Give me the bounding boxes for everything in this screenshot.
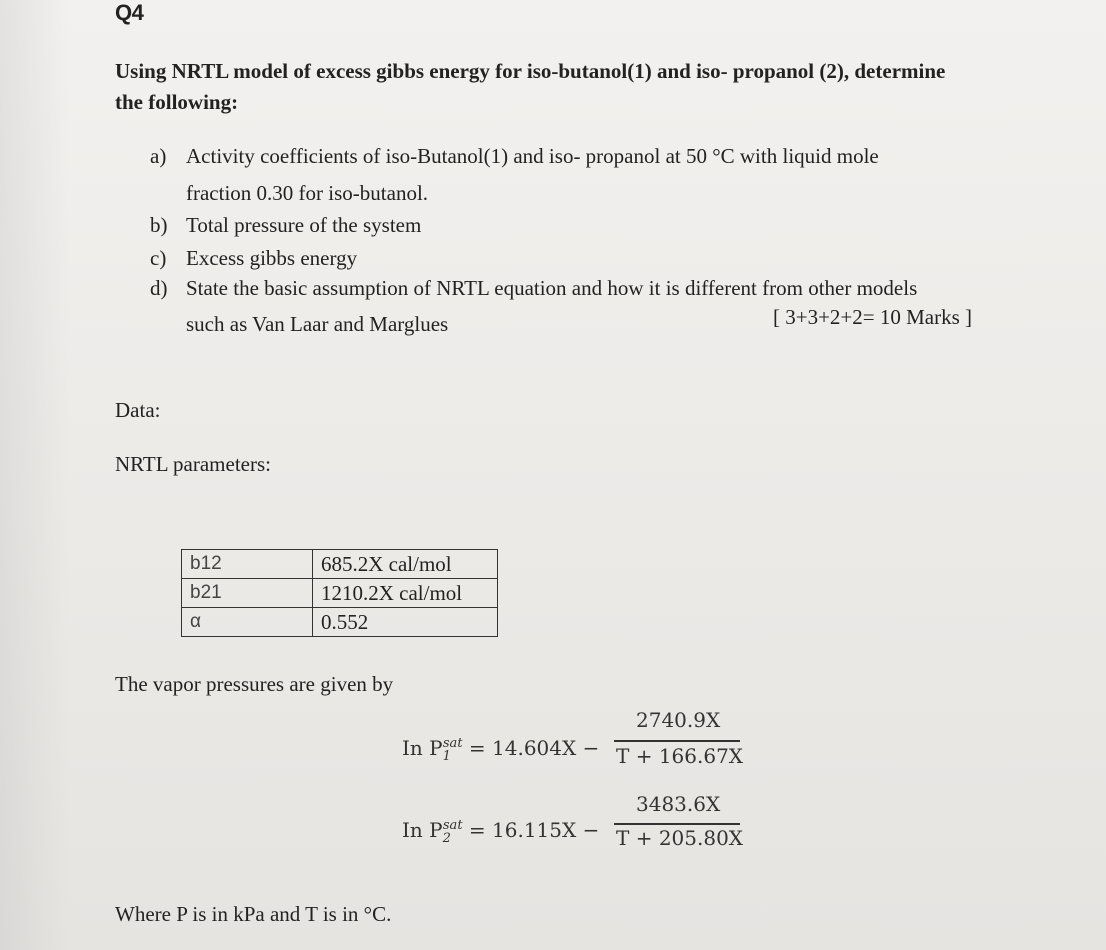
equation-constant: = 16.115X − xyxy=(468,818,600,842)
equation-superscript: sat xyxy=(442,818,463,834)
item-d-letter: d) xyxy=(150,276,168,300)
param-value: 1210.2X cal/mol xyxy=(313,579,498,608)
item-b-text: Total pressure of the system xyxy=(186,213,422,237)
equation-1-fraction-bar xyxy=(614,740,740,742)
question-number: Q4 xyxy=(115,0,144,25)
equation-2-lhs xyxy=(402,818,599,846)
equation-constant: = 14.604X − xyxy=(468,736,600,760)
page-shadow xyxy=(0,0,70,950)
equation-ln: In P xyxy=(402,736,443,760)
equation-2-denominator: T + 205.80X xyxy=(616,826,744,850)
table-row xyxy=(182,579,498,608)
equation-1-lhs xyxy=(402,736,599,764)
vapor-pressure-intro: The vapor pressures are given by xyxy=(115,672,394,696)
equation-ln: In P xyxy=(402,818,443,842)
intro-line-1: Using NRTL model of excess gibbs energy for iso-butanol(1) and iso- propanol (2), determine xyxy=(115,59,946,83)
item-a-text-line-1: Activity coefficients of iso-Butanol(1) and iso- propanol at 50 °C with liquid mole xyxy=(186,144,879,168)
equation-1-numerator: 2740.9X xyxy=(636,708,721,732)
item-a-letter: a) xyxy=(150,144,167,168)
nrtl-parameters-heading: NRTL parameters: xyxy=(115,452,271,476)
nrtl-parameters-table xyxy=(181,549,498,637)
equation-subscript: 2 xyxy=(442,831,451,846)
equation-2-numerator: 3483.6X xyxy=(636,792,721,816)
marks-allocation: [ 3+3+2+2= 10 Marks ] xyxy=(773,305,973,329)
item-a-text-line-2: fraction 0.30 for iso-butanol. xyxy=(186,181,429,205)
param-name: α xyxy=(182,608,313,637)
data-heading: Data: xyxy=(115,398,161,422)
item-c-letter: c) xyxy=(150,246,167,270)
table-row xyxy=(182,550,498,579)
item-c-text: Excess gibbs energy xyxy=(186,246,358,270)
intro-line-2: the following: xyxy=(115,90,239,114)
item-b-letter: b) xyxy=(150,213,168,237)
equation-1-denominator: T + 166.67X xyxy=(616,744,744,768)
units-note: Where P is in kPa and T is in °C. xyxy=(115,902,392,926)
item-d-text-line-1: State the basic assumption of NRTL equation and how it is different from other models xyxy=(186,276,918,300)
question-intro xyxy=(115,56,945,118)
param-value: 0.552 xyxy=(313,608,498,637)
param-name: b12 xyxy=(182,550,313,579)
param-value: 685.2X cal/mol xyxy=(313,550,498,579)
equation-subscript: 1 xyxy=(442,749,451,764)
equation-superscript: sat xyxy=(442,736,463,752)
item-d-text-line-2: such as Van Laar and Marglues xyxy=(186,312,449,336)
table-row xyxy=(182,608,498,637)
equation-2-fraction-bar xyxy=(614,823,740,825)
param-name: b21 xyxy=(182,579,313,608)
